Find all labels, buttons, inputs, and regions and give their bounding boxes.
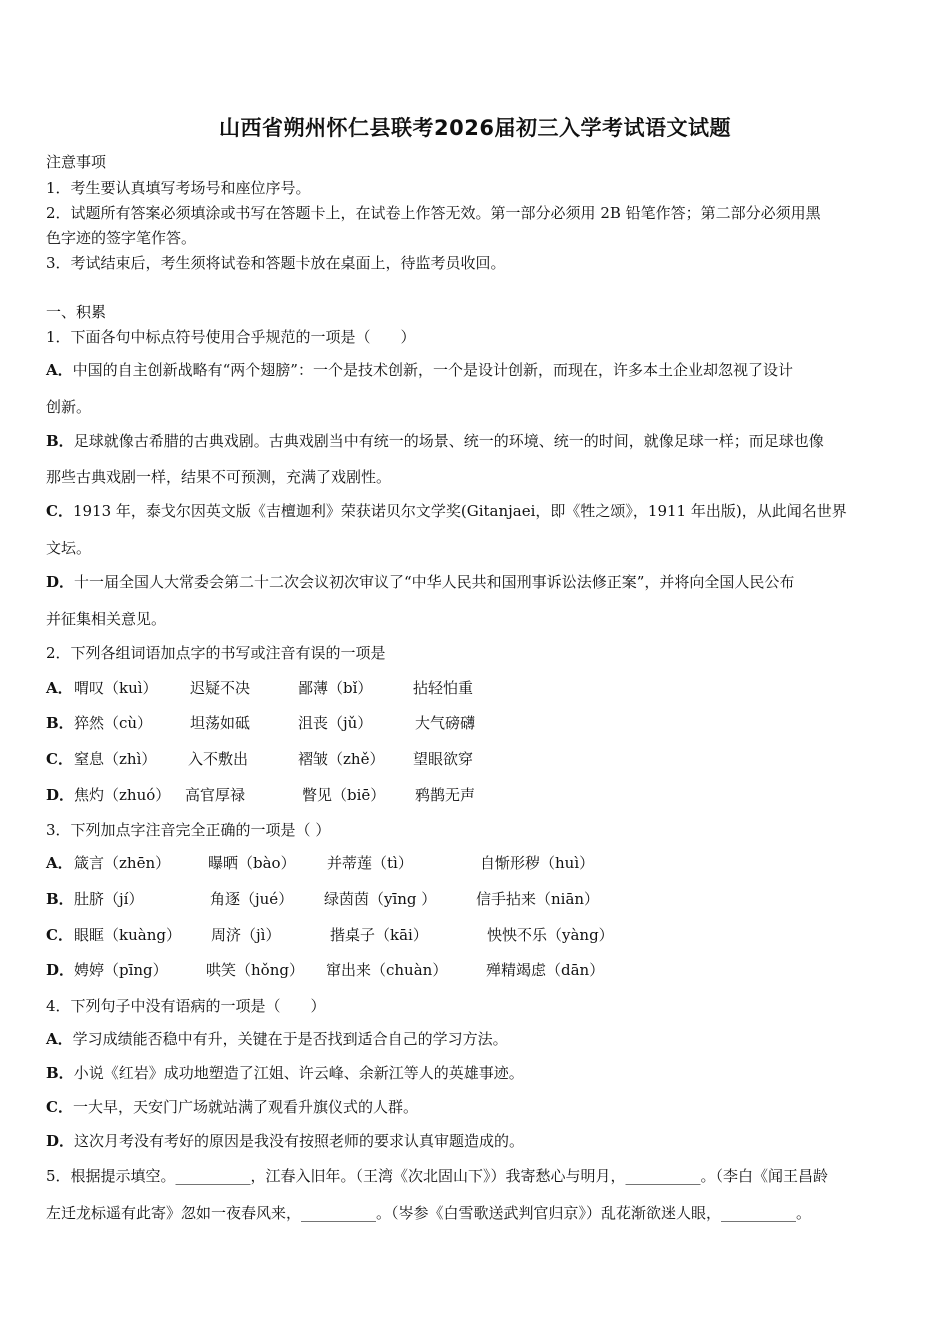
option-label: D． xyxy=(46,961,75,979)
q1-option-d-cont: 并征集相关意见。 xyxy=(46,610,167,628)
option-label: A． xyxy=(46,679,73,697)
q1-option-b-cont: 那些古典戏剧一样，结果不可预测，充满了戏剧性。 xyxy=(46,468,392,486)
word-item: 迟疑不决 xyxy=(190,679,251,697)
question-4-stem: 4．下列句子中没有语病的一项是（ ） xyxy=(46,997,326,1015)
word-item: 窒息（zhì） xyxy=(74,750,157,768)
word-item: 褶皱（zhě） xyxy=(298,750,385,768)
word-item: 喟叹（kuì） xyxy=(74,679,158,697)
option-text: 十一届全国人大常委会第二十二次会议初次审议了“中华人民共和国刑事诉讼法修正案”，并将向全国人民公布 xyxy=(74,573,795,591)
option-label: C． xyxy=(46,750,73,768)
notice-item: 1．考生要认真填写考场号和座位序号。 xyxy=(46,179,311,197)
q4-option-d xyxy=(46,1131,906,1151)
word-item: 鄙薄（bǐ） xyxy=(298,679,373,697)
word-item: 信手拈来（niān） xyxy=(476,890,600,908)
word-item: 肚脐（jí） xyxy=(74,890,144,908)
word-item: 猝然（cù） xyxy=(74,714,153,732)
notice-item: 3．考试结束后，考生须将试卷和答题卡放在桌面上，待监考员收回。 xyxy=(46,254,506,272)
word-item: 高官厚禄 xyxy=(185,786,246,804)
option-label: A． xyxy=(46,854,73,872)
question-2-stem: 2．下列各组词语加点字的书写或注音有误的一项是 xyxy=(46,644,386,662)
word-item: 拈轻怕重 xyxy=(413,679,474,697)
option-label: D． xyxy=(46,786,75,804)
option-label: C． xyxy=(46,1098,73,1116)
option-label: C． xyxy=(46,926,73,944)
option-text: 足球就像古希腊的古典戏剧。古典戏剧当中有统一的场景、统一的环境、统一的时间，就像足球一样；而足球也像 xyxy=(73,432,824,450)
q1-option-d xyxy=(46,572,906,592)
option-text: 一大早，天安门广场就站满了观看升旗仪式的人群。 xyxy=(72,1098,418,1116)
word-item: 周济（jì） xyxy=(211,926,281,944)
notice-heading: 注意事项 xyxy=(46,153,107,171)
page-title: 山西省朔州怀仁县联考2026届初三入学考试语文试题 xyxy=(219,116,731,140)
option-label: D． xyxy=(46,1132,75,1150)
word-item: 绿茵茵（yīng ） xyxy=(324,890,437,908)
q1-option-c xyxy=(46,501,906,521)
word-item: 瞥见（biē） xyxy=(302,786,386,804)
word-item: 揩桌子（kāi） xyxy=(330,926,428,944)
option-label: B． xyxy=(46,1064,74,1082)
q1-option-a xyxy=(46,360,906,380)
option-label: B． xyxy=(46,432,74,450)
question-5-line: 5．根据提示填空。__________，江春入旧年。（王湾《次北固山下》）我寄愁心与明月，__________。（李白《闻王昌龄 xyxy=(46,1167,829,1185)
q1-option-c-cont: 文坛。 xyxy=(46,539,92,557)
q1-option-a-cont: 创新。 xyxy=(46,398,92,416)
notice-item: 色字迹的签字笔作答。 xyxy=(46,229,197,247)
q4-option-a xyxy=(46,1029,906,1049)
word-item: 窜出来（chuàn） xyxy=(326,961,448,979)
word-item: 大气磅礴 xyxy=(415,714,476,732)
question-3-stem: 3．下列加点字注音完全正确的一项是（ ） xyxy=(46,821,331,839)
word-item: 望眼欲穿 xyxy=(413,750,474,768)
option-label: C． xyxy=(46,502,73,520)
word-item: 曝晒（bào） xyxy=(208,854,296,872)
q4-option-c xyxy=(46,1097,906,1117)
option-text: 学习成绩能否稳中有升，关键在于是否找到适合自己的学习方法。 xyxy=(72,1030,508,1048)
question-5-line: 左迁龙标遥有此寄》忽如一夜春风来，__________。（岑参《白雪歌送武判官归京》）乱花渐欲迷人眼，__________。 xyxy=(46,1204,812,1222)
option-label: A． xyxy=(46,1030,73,1048)
q1-option-b xyxy=(46,431,906,451)
word-item: 眼眶（kuàng） xyxy=(74,926,181,944)
word-item: 箴言（zhēn） xyxy=(74,854,171,872)
word-item: 坦荡如砥 xyxy=(190,714,251,732)
word-item: 怏怏不乐（yàng） xyxy=(487,926,614,944)
question-1-stem: 1．下面各句中标点符号使用合乎规范的一项是（ ） xyxy=(46,328,416,346)
option-text: 1913 年，泰戈尔因英文版《吉檀迦利》荣获诺贝尔文学奖(Gitanjaei，即《牲之颂》，1911 年出版)，从此闻名世界 xyxy=(72,502,847,520)
option-label: B． xyxy=(46,890,74,908)
option-label: A． xyxy=(46,361,73,379)
word-item: 娉婷（pīng） xyxy=(74,961,168,979)
word-item: 殚精竭虑（dān） xyxy=(486,961,605,979)
notice-item: 2．试题所有答案必须填涂或书写在答题卡上，在试卷上作答无效。第一部分必须用 2B 铅笔作答；第二部分必须用黑 xyxy=(46,204,821,222)
word-item: 焦灼（zhuó） xyxy=(74,786,171,804)
option-text: 小说《红岩》成功地塑造了江姐、许云峰、余新江等人的英雄事迹。 xyxy=(73,1064,524,1082)
word-item: 入不敷出 xyxy=(188,750,249,768)
word-item: 沮丧（jǔ） xyxy=(298,714,373,732)
word-item: 自惭形秽（huì） xyxy=(480,854,595,872)
word-item: 鸦鹊无声 xyxy=(415,786,476,804)
option-text: 这次月考没有考好的原因是我没有按照老师的要求认真审题造成的。 xyxy=(74,1132,525,1150)
q4-option-b xyxy=(46,1063,906,1083)
option-label: B． xyxy=(46,714,74,732)
word-item: 角逐（jué） xyxy=(210,890,294,908)
option-text: 中国的自主创新战略有“两个翅膀”：一个是技术创新，一个是设计创新，而现在，许多本土企业却忽视了设计 xyxy=(72,361,793,379)
word-item: 哄笑（hǒng） xyxy=(206,961,304,979)
section-heading: 一、积累 xyxy=(46,303,107,321)
option-label: D． xyxy=(46,573,75,591)
word-item: 并蒂莲（tì） xyxy=(327,854,413,872)
